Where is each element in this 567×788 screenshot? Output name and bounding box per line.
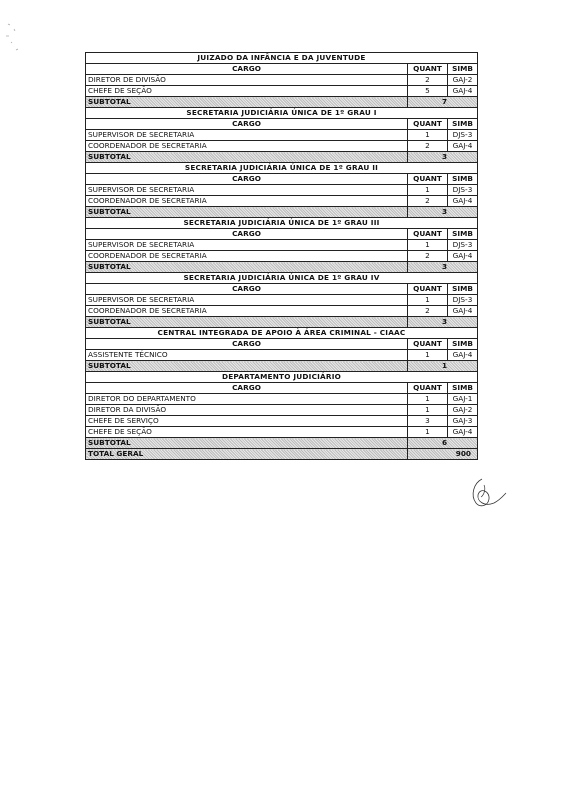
table-row bbox=[86, 405, 478, 416]
subtotal-row bbox=[86, 207, 478, 218]
column-header-row bbox=[86, 119, 478, 130]
simb-cell: GAJ-3 bbox=[448, 416, 478, 427]
quant-cell: 1 bbox=[408, 240, 448, 251]
section-title-row bbox=[86, 53, 478, 64]
subtotal-value: 3 bbox=[408, 317, 478, 328]
header-cargo: CARGO bbox=[86, 64, 408, 75]
cargo-cell: DIRETOR DA DIVISÃO bbox=[86, 405, 408, 416]
subtotal-label: SUBTOTAL bbox=[86, 262, 408, 273]
table-row bbox=[86, 416, 478, 427]
cargo-cell: SUPERVISOR DE SECRETARIA bbox=[86, 295, 408, 306]
table-row bbox=[86, 130, 478, 141]
simb-cell: GAJ-4 bbox=[448, 86, 478, 97]
subtotal-row bbox=[86, 97, 478, 108]
section-title-row bbox=[86, 328, 478, 339]
section-title-row bbox=[86, 273, 478, 284]
header-cargo: CARGO bbox=[86, 339, 408, 350]
subtotal-row bbox=[86, 262, 478, 273]
section-title-row bbox=[86, 218, 478, 229]
simb-cell: DJS-3 bbox=[448, 295, 478, 306]
simb-cell: GAJ-4 bbox=[448, 306, 478, 317]
table-row bbox=[86, 75, 478, 86]
subtotal-row bbox=[86, 438, 478, 449]
header-cargo: CARGO bbox=[86, 284, 408, 295]
cargo-cell: COORDENADOR DE SECRETARIA bbox=[86, 196, 408, 207]
table-row bbox=[86, 295, 478, 306]
quant-cell: 2 bbox=[408, 306, 448, 317]
column-header-row bbox=[86, 64, 478, 75]
staffing-table bbox=[85, 52, 478, 460]
quant-cell: 1 bbox=[408, 427, 448, 438]
cargo-cell: COORDENADOR DE SECRETARIA bbox=[86, 141, 408, 152]
header-quant: QUANT bbox=[408, 174, 448, 185]
total-label: TOTAL GERAL bbox=[86, 449, 408, 460]
subtotal-value: 1 bbox=[408, 361, 478, 372]
quant-cell: 5 bbox=[408, 86, 448, 97]
table-row bbox=[86, 306, 478, 317]
header-cargo: CARGO bbox=[86, 174, 408, 185]
cargo-cell: SUPERVISOR DE SECRETARIA bbox=[86, 130, 408, 141]
header-simb: SIMB bbox=[448, 284, 478, 295]
section-title: JUIZADO DA INFÂNCIA E DA JUVENTUDE bbox=[86, 53, 478, 64]
quant-cell: 1 bbox=[408, 350, 448, 361]
quant-cell: 1 bbox=[408, 185, 448, 196]
column-header-row bbox=[86, 339, 478, 350]
table-row bbox=[86, 86, 478, 97]
column-header-row bbox=[86, 229, 478, 240]
header-simb: SIMB bbox=[448, 174, 478, 185]
cargo-cell: CHEFE DE SEÇÃO bbox=[86, 427, 408, 438]
section-title: SECRETARIA JUDICIÁRIA ÚNICA DE 1º GRAU IV bbox=[86, 273, 478, 284]
simb-cell: GAJ-4 bbox=[448, 427, 478, 438]
total-value: 900 bbox=[408, 449, 478, 460]
quant-cell: 2 bbox=[408, 75, 448, 86]
header-simb: SIMB bbox=[448, 229, 478, 240]
header-cargo: CARGO bbox=[86, 119, 408, 130]
table-row bbox=[86, 196, 478, 207]
table-row bbox=[86, 251, 478, 262]
section-title-row bbox=[86, 163, 478, 174]
subtotal-value: 3 bbox=[408, 207, 478, 218]
cargo-cell: COORDENADOR DE SECRETARIA bbox=[86, 251, 408, 262]
cargo-cell: CHEFE DE SERVIÇO bbox=[86, 416, 408, 427]
cargo-cell: SUPERVISOR DE SECRETARIA bbox=[86, 185, 408, 196]
header-simb: SIMB bbox=[448, 339, 478, 350]
header-quant: QUANT bbox=[408, 229, 448, 240]
table-row bbox=[86, 350, 478, 361]
quant-cell: 1 bbox=[408, 130, 448, 141]
subtotal-value: 3 bbox=[408, 152, 478, 163]
simb-cell: GAJ-2 bbox=[448, 75, 478, 86]
subtotal-row bbox=[86, 317, 478, 328]
cargo-cell: SUPERVISOR DE SECRETARIA bbox=[86, 240, 408, 251]
table-row bbox=[86, 141, 478, 152]
subtotal-label: SUBTOTAL bbox=[86, 438, 408, 449]
simb-cell: DJS-3 bbox=[448, 185, 478, 196]
quant-cell: 1 bbox=[408, 394, 448, 405]
quant-cell: 1 bbox=[408, 295, 448, 306]
quant-cell: 2 bbox=[408, 141, 448, 152]
cargo-cell: DIRETOR DO DEPARTAMENTO bbox=[86, 394, 408, 405]
header-quant: QUANT bbox=[408, 119, 448, 130]
subtotal-value: 7 bbox=[408, 97, 478, 108]
simb-cell: GAJ-4 bbox=[448, 196, 478, 207]
cargo-cell: CHEFE DE SEÇÃO bbox=[86, 86, 408, 97]
cargo-cell: COORDENADOR DE SECRETARIA bbox=[86, 306, 408, 317]
quant-cell: 1 bbox=[408, 405, 448, 416]
total-row bbox=[86, 449, 478, 460]
simb-cell: GAJ-4 bbox=[448, 251, 478, 262]
header-cargo: CARGO bbox=[86, 229, 408, 240]
section-title-row bbox=[86, 372, 478, 383]
header-cargo: CARGO bbox=[86, 383, 408, 394]
section-title: SECRETARIA JUDICIÁRIA ÚNICA DE 1º GRAU I bbox=[86, 108, 478, 119]
header-simb: SIMB bbox=[448, 383, 478, 394]
simb-cell: GAJ-4 bbox=[448, 350, 478, 361]
section-title: SECRETARIA JUDICIÁRIA ÚNICA DE 1º GRAU II bbox=[86, 163, 478, 174]
cargo-cell: ASSISTENTE TÉCNICO bbox=[86, 350, 408, 361]
section-title: CENTRAL INTEGRADA DE APOIO À ÁREA CRIMINAL - CIAAC bbox=[86, 328, 478, 339]
subtotal-label: SUBTOTAL bbox=[86, 152, 408, 163]
scan-speck-marks bbox=[2, 20, 32, 60]
table-row bbox=[86, 394, 478, 405]
header-quant: QUANT bbox=[408, 64, 448, 75]
quant-cell: 2 bbox=[408, 251, 448, 262]
header-quant: QUANT bbox=[408, 284, 448, 295]
quant-cell: 2 bbox=[408, 196, 448, 207]
simb-cell: GAJ-1 bbox=[448, 394, 478, 405]
table-body bbox=[86, 53, 478, 460]
simb-cell: GAJ-4 bbox=[448, 141, 478, 152]
header-simb: SIMB bbox=[448, 119, 478, 130]
table-row bbox=[86, 240, 478, 251]
subtotal-value: 3 bbox=[408, 262, 478, 273]
simb-cell: DJS-3 bbox=[448, 240, 478, 251]
header-quant: QUANT bbox=[408, 339, 448, 350]
simb-cell: DJS-3 bbox=[448, 130, 478, 141]
header-quant: QUANT bbox=[408, 383, 448, 394]
section-title: DEPARTAMENTO JUDICIÁRIO bbox=[86, 372, 478, 383]
subtotal-label: SUBTOTAL bbox=[86, 361, 408, 372]
column-header-row bbox=[86, 383, 478, 394]
cargo-cell: DIRETOR DE DIVISÃO bbox=[86, 75, 408, 86]
table-row bbox=[86, 427, 478, 438]
header-simb: SIMB bbox=[448, 64, 478, 75]
simb-cell: GAJ-2 bbox=[448, 405, 478, 416]
subtotal-row bbox=[86, 361, 478, 372]
section-title-row bbox=[86, 108, 478, 119]
table-row bbox=[86, 185, 478, 196]
column-header-row bbox=[86, 284, 478, 295]
subtotal-label: SUBTOTAL bbox=[86, 317, 408, 328]
column-header-row bbox=[86, 174, 478, 185]
quant-cell: 3 bbox=[408, 416, 448, 427]
subtotal-value: 6 bbox=[408, 438, 478, 449]
subtotal-row bbox=[86, 152, 478, 163]
section-title: SECRETARIA JUDICIÁRIA ÚNICA DE 1º GRAU III bbox=[86, 218, 478, 229]
subtotal-label: SUBTOTAL bbox=[86, 207, 408, 218]
signature-icon bbox=[462, 473, 508, 513]
subtotal-label: SUBTOTAL bbox=[86, 97, 408, 108]
